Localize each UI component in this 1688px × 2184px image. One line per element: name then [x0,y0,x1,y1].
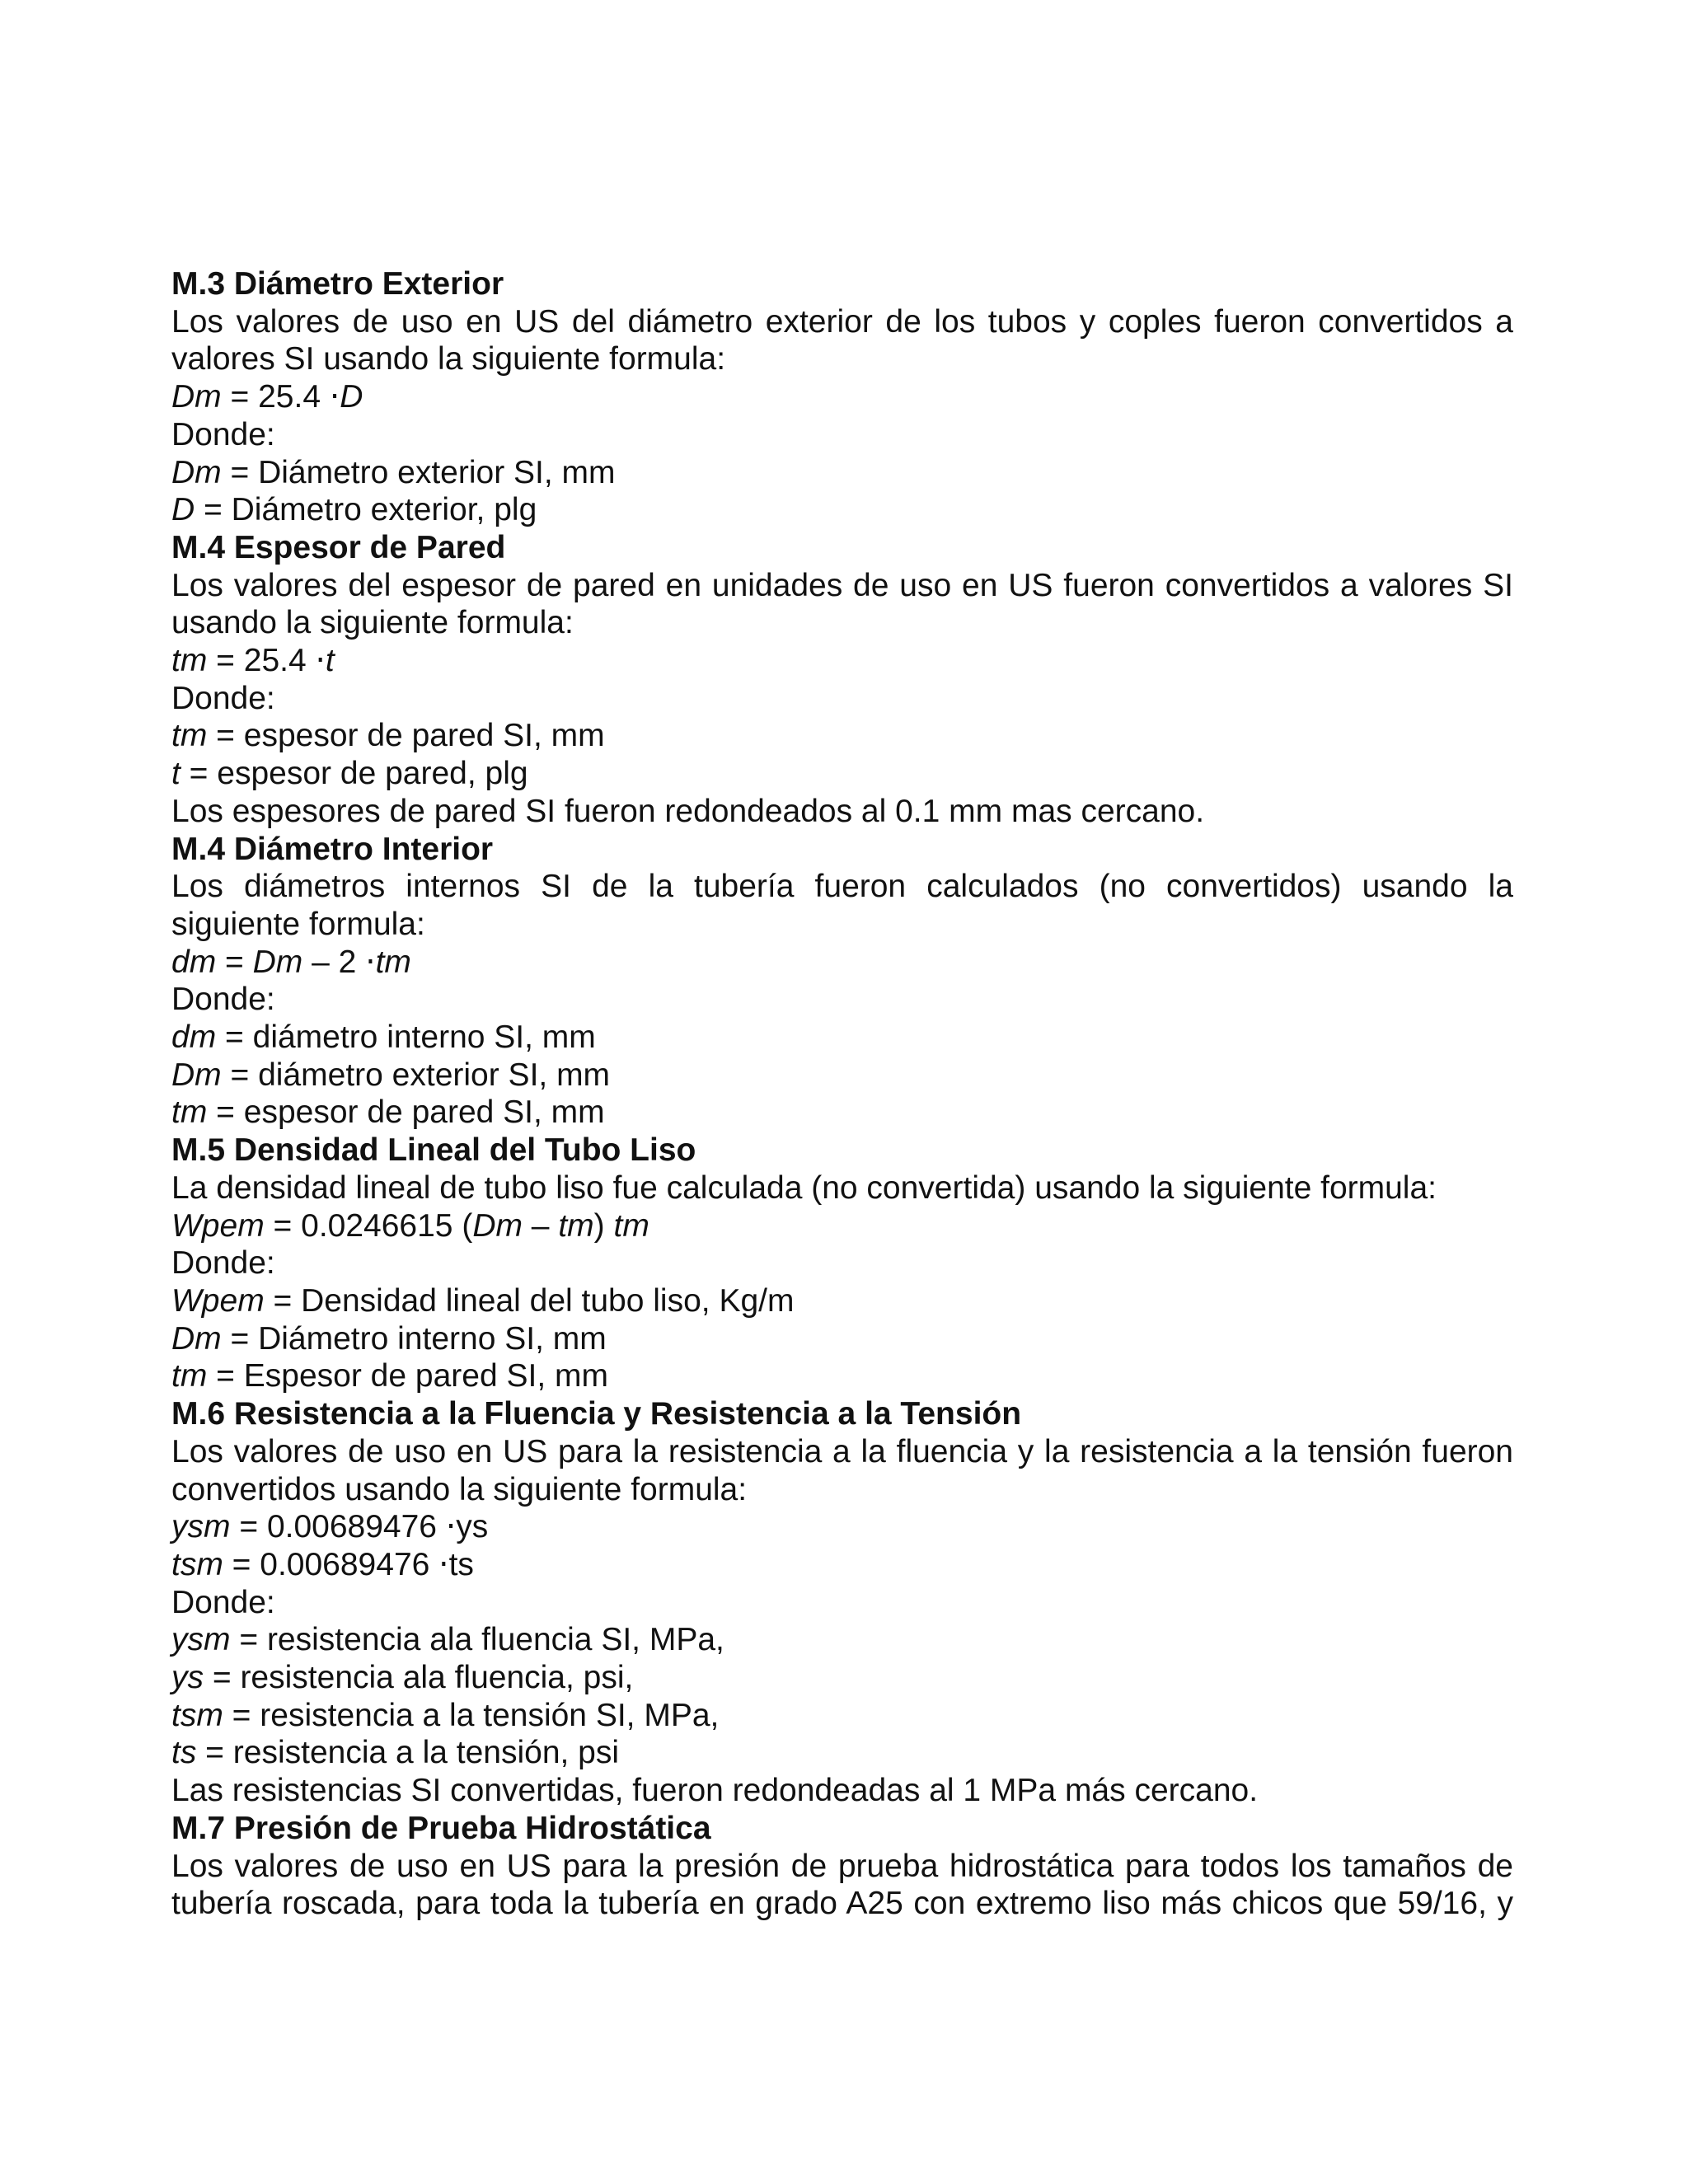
definition-line [171,1057,1513,1094]
section-heading-m3: M.3 Diámetro Exterior [171,266,504,302]
formula-text: = [216,944,253,980]
formula-text: ts [448,1546,474,1582]
formula-variable: Dm [472,1207,523,1244]
formula-line [171,642,1513,680]
paragraph-line: Los valores de uso en US para la resistencia a la fluencia y la resistencia a la tensión fueron [171,1433,1513,1469]
definition-text: = Diámetro exterior SI, mm [221,454,616,490]
definition-line [171,1734,1513,1772]
paragraph-line: Los valores de uso en US para la presión de prueba hidrostática para todos los tamaños de [171,1848,1513,1884]
donde-label: Donde: [171,1245,275,1282]
definition-text: = espesor de pared SI, mm [207,718,605,754]
definition-variable: ts [171,1735,197,1771]
definition-text: = resistencia ala fluencia SI, MPa, [230,1622,724,1658]
multiply-symbol: ⋅ [329,379,340,415]
formula-variable: Dm [171,379,222,415]
formula-variable: tm [558,1207,594,1244]
definition-variable: t [171,756,181,792]
paragraph-line: valores SI usando la siguiente formula: [171,341,726,377]
definition-variable: Dm [171,1057,222,1093]
definition-text: = resistencia ala fluencia, psi, [204,1660,634,1696]
definition-line [171,717,1513,755]
formula-text: = 0.00689476 [230,1509,446,1545]
section-heading-m6: M.6 Resistencia a la Fluencia y Resistencia a la Tensión [171,1396,1022,1432]
donde-label: Donde: [171,1584,275,1620]
multiply-symbol: ⋅ [365,944,376,980]
section-heading-m4-interior: M.4 Diámetro Interior [171,831,494,867]
definition-variable: tsm [171,1697,223,1733]
paragraph-line: usando la siguiente formula: [171,605,574,641]
formula-text: – [522,1207,559,1244]
formula-text: = 25.4 [207,643,316,679]
formula-variable: tsm [171,1546,223,1582]
formula-variable: Wpem [171,1207,265,1244]
definition-text: = Espesor de pared SI, mm [207,1358,608,1394]
formula-text: ys [456,1509,489,1545]
formula-variable: dm [171,944,217,980]
definition-line [171,1357,1513,1395]
definition-text: = diámetro interno SI, mm [216,1019,596,1056]
formula-variable: tm [375,944,411,980]
definition-line [171,1019,1513,1057]
formula-line [171,944,1513,982]
definition-line [171,1094,1513,1132]
document-page [171,265,1513,1923]
definition-text: = resistencia a la tensión SI, MPa, [223,1697,720,1733]
formula-variable: D [340,379,363,415]
definition-text: = Diámetro interno SI, mm [221,1320,607,1357]
definition-variable: Wpem [171,1282,265,1319]
definition-variable: tm [171,1094,208,1131]
definition-text: = Diámetro exterior, plg [195,492,537,528]
note-line: Los espesores de pared SI fueron redondeados al 0.1 mm mas cercano. [171,793,1205,829]
definition-text: = resistencia a la tensión, psi [196,1735,620,1771]
formula-line [171,378,1513,416]
definition-variable: ys [171,1660,204,1696]
formula-text: = 0.0246615 ( [264,1207,473,1244]
definition-text: = diámetro exterior SI, mm [221,1057,611,1093]
paragraph-line: Los valores de uso en US del diámetro exterior de los tubos y coples fueron convertidos a [171,303,1513,340]
formula-variable: t [325,643,335,679]
definition-variable: ysm [171,1622,231,1658]
definition-line [171,1659,1513,1697]
multiply-symbol: ⋅ [445,1509,457,1545]
definition-line [171,755,1513,793]
formula-text: – 2 [302,944,366,980]
definition-variable: tm [171,718,208,754]
definition-variable: dm [171,1019,217,1056]
formula-text: ) [593,1207,614,1244]
formula-variable: tm [613,1207,649,1244]
formula-variable: ysm [171,1509,231,1545]
multiply-symbol: ⋅ [438,1546,449,1582]
formula-line [171,1207,1513,1245]
donde-label: Donde: [171,416,275,452]
paragraph-line: Los diámetros internos SI de la tubería fueron calculados (no convertidos) usando la [171,869,1513,905]
formula-line [171,1546,1513,1584]
definition-line [171,1282,1513,1320]
definition-line [171,1621,1513,1659]
donde-label: Donde: [171,982,275,1018]
formula-text: = 25.4 [221,379,330,415]
definition-text: = espesor de pared SI, mm [207,1094,605,1131]
formula-line [171,1508,1513,1546]
formula-variable: tm [171,643,208,679]
definition-variable: Dm [171,454,222,490]
definition-line [171,454,1513,492]
note-line: Las resistencias SI convertidas, fueron redondeadas al 1 MPa más cercano. [171,1773,1259,1809]
section-heading-m4-espesor: M.4 Espesor de Pared [171,529,506,565]
formula-variable: Dm [252,944,303,980]
paragraph-line: siguiente formula: [171,906,425,942]
section-heading-m5: M.5 Densidad Lineal del Tubo Liso [171,1132,696,1169]
paragraph-line: tubería roscada, para toda la tubería en grado A25 con extremo liso más chicos que 59/16, y [171,1886,1513,1922]
multiply-symbol: ⋅ [315,643,326,679]
definition-text: = espesor de pared, plg [180,756,528,792]
paragraph-line: convertidos usando la siguiente formula: [171,1471,748,1507]
definition-text: = Densidad lineal del tubo liso, Kg/m [264,1282,795,1319]
paragraph-line: La densidad lineal de tubo liso fue calculada (no convertida) usando la siguiente formula: [171,1169,1437,1206]
definition-line [171,1320,1513,1358]
definition-variable: Dm [171,1320,222,1357]
definition-variable: tm [171,1358,208,1394]
definition-variable: D [171,492,195,528]
paragraph-line: Los valores del espesor de pared en unidades de uso en US fueron convertidos a valores SI [171,567,1513,603]
section-heading-m7: M.7 Presión de Prueba Hidrostática [171,1810,711,1846]
formula-text: = 0.00689476 [223,1546,439,1582]
definition-line [171,1697,1513,1735]
donde-label: Donde: [171,680,275,716]
definition-line [171,491,1513,529]
